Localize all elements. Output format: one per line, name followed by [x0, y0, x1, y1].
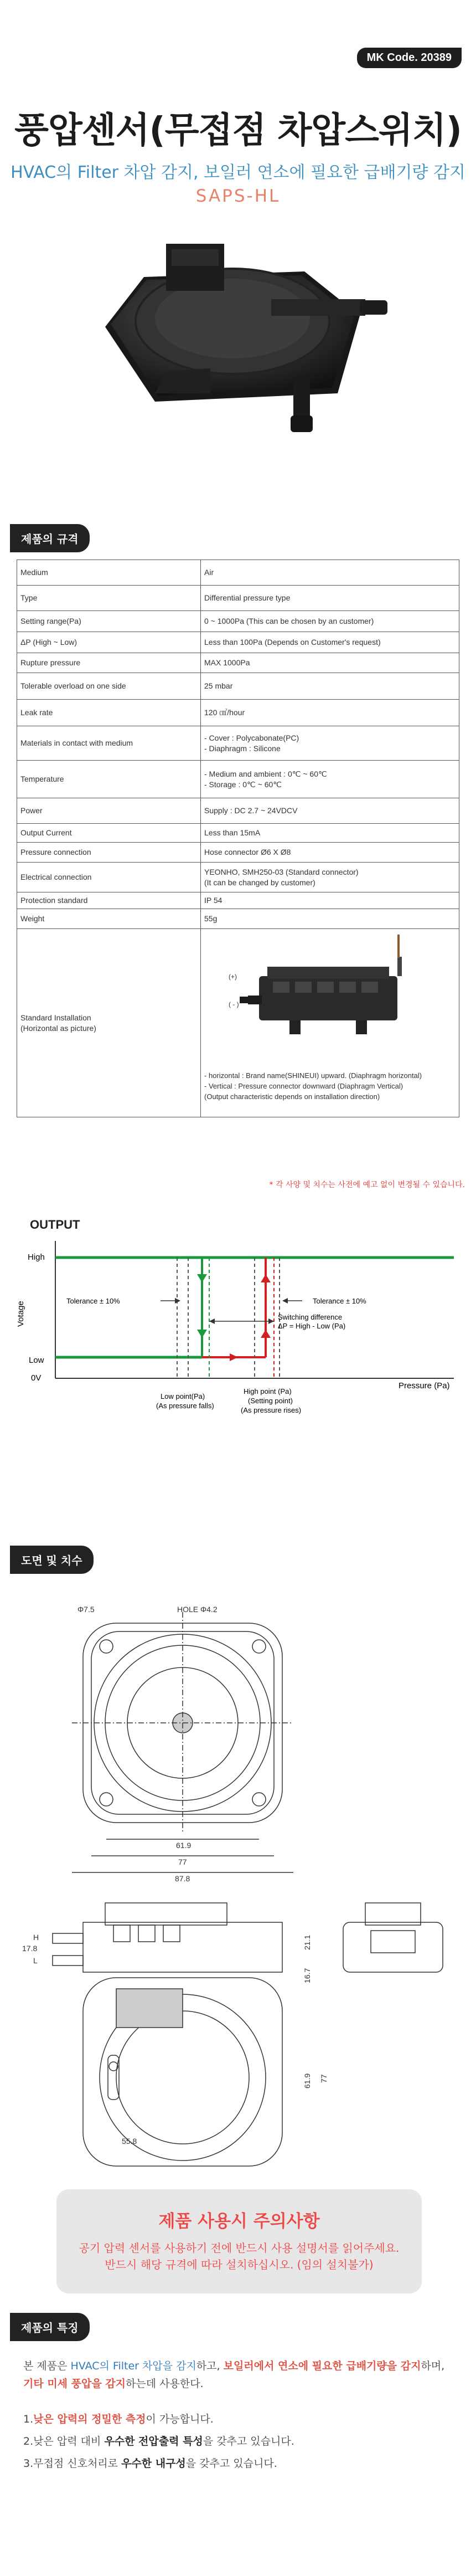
spec-label: Leak rate: [17, 700, 201, 726]
text: 을 갖추고 있습니다.: [185, 2457, 277, 2470]
spec-value: 120 ㎤/hour: [201, 700, 459, 726]
low-port-label: L: [33, 1956, 38, 1965]
dim-77: 77: [178, 1857, 187, 1866]
table-row: [17, 824, 459, 843]
switching-formula-label: ΔP = High - Low (Pa): [278, 1322, 346, 1330]
text: 이 가능합니다.: [146, 2413, 214, 2425]
spec-label: Temperature: [17, 761, 201, 798]
text: 을 갖추고 있습니다.: [203, 2435, 294, 2447]
caution-line-2: 반드시 해당 규격에 따라 설치하십시오. (임의 설치불가): [105, 2258, 374, 2271]
high-point-label: High point (Pa): [244, 1387, 292, 1395]
list-item: [23, 2452, 461, 2475]
spec-value: IP 54: [201, 892, 459, 909]
y-axis-label: Votage: [16, 1301, 25, 1327]
highlight-text: 낮은 압력의 정밀한 측정: [33, 2413, 146, 2425]
highlight-text: HVAC의 Filter 차압을 감지: [70, 2360, 196, 2372]
hole-dim: HOLE Φ4.2: [177, 1605, 218, 1614]
table-row: [17, 798, 459, 824]
spec-change-note: * 각 사양 및 치수는 사전에 예고 없이 변경될 수 있습니다.: [269, 1181, 465, 1189]
table-row: [17, 673, 459, 700]
spec-value: - Cover : Polycabonate(PC) - Diaphragm : Silicone: [201, 726, 459, 761]
spec-value: Less than 100Pa (Depends on Customer's request): [201, 632, 459, 653]
table-row: [17, 653, 459, 673]
spec-label: Type: [17, 586, 201, 611]
table-row: [17, 586, 459, 611]
spec-value: 25 mbar: [201, 673, 459, 700]
phi-dim: Φ7.5: [77, 1605, 95, 1614]
low-point-label: Low point(Pa): [161, 1392, 205, 1400]
features-list: [23, 2408, 461, 2475]
mk-code-badge: MK Code. 20389: [357, 48, 462, 68]
spec-value: Differential pressure type: [201, 586, 459, 611]
table-row: [17, 909, 459, 929]
tolerance-left-label: Tolerance ± 10%: [66, 1297, 120, 1305]
product-title: 풍압센서(무접점 차압스위치): [14, 110, 462, 151]
table-row: [17, 726, 459, 761]
spec-value: 0 ~ 1000Pa (This can be chosen by an customer): [201, 611, 459, 632]
spec-label: Rupture pressure: [17, 653, 201, 673]
text: 2.낮은 압력 대비: [23, 2435, 105, 2447]
table-row: [17, 843, 459, 863]
spec-label: Tolerable overload on one side: [17, 673, 201, 700]
spec-label: Weight: [17, 909, 201, 929]
table-row: [17, 700, 459, 726]
spec-label: Medium: [17, 560, 201, 586]
y-low-label: Low: [29, 1356, 44, 1365]
model-name: SAPS-HL: [195, 186, 281, 206]
product-subtitle: HVAC의 Filter 차압 감지, 보일러 연소에 필요한 급배기량 감지: [11, 163, 465, 182]
list-item: [23, 2430, 461, 2452]
text: 본 제품은: [23, 2360, 71, 2372]
spec-value: MAX 1000Pa: [201, 653, 459, 673]
dim-55-8: 55.8: [122, 2137, 137, 2146]
table-row: [17, 611, 459, 632]
spec-value: 55g: [201, 909, 459, 929]
highlight-text: 우수한 내구성: [121, 2457, 186, 2470]
spec-value: Supply : DC 2.7 ~ 24VDCV: [201, 798, 459, 824]
dim-return-61-9: 61.9: [303, 2073, 312, 2088]
spec-value: Less than 15mA: [201, 824, 459, 843]
high-port-label: H: [33, 1933, 39, 1942]
features-body: [23, 2357, 461, 2475]
minus-port-label: ( - ): [229, 1000, 239, 1008]
table-row: [17, 761, 459, 798]
spec-label: Pressure connection: [17, 843, 201, 863]
spec-label: Materials in contact with medium: [17, 726, 201, 761]
product-photo: [72, 211, 404, 443]
caution-box: [56, 2189, 422, 2293]
spec-label: Protection standard: [17, 892, 201, 909]
output-chart: [11, 1241, 465, 1457]
dim-16-7: 16.7: [303, 1968, 312, 1983]
caution-title: 제품 사용시 주의사항: [158, 2211, 320, 2231]
text: 하는데 사용한다.: [126, 2378, 204, 2390]
y-high-label: High: [28, 1253, 45, 1262]
x-axis-label: Pressure (Pa): [399, 1381, 450, 1390]
spec-value: Hose connector Ø6 X Ø8: [201, 843, 459, 863]
dim-17-8: 17.8: [22, 1944, 38, 1953]
spec-value: - Medium and ambient : 0℃ ~ 60℃ - Storage : 0℃ ~ 60℃: [201, 761, 459, 798]
spec-value: Air: [201, 560, 459, 586]
spec-label: Output Current: [17, 824, 201, 843]
text: 하며,: [421, 2360, 445, 2372]
spec-label: Standard Installation (Horizontal as picture): [17, 929, 201, 1117]
table-row: [17, 560, 459, 586]
highlight-text: 우수한 전압출력 특성: [104, 2435, 203, 2447]
highlight-text: 기타 미세 풍압을 감지: [23, 2378, 126, 2390]
text: 하고,: [196, 2360, 224, 2372]
features-paragraph: [23, 2357, 461, 2393]
high-point-setting: (Setting point): [248, 1397, 293, 1405]
low-point-note: (As pressure falls): [156, 1402, 214, 1410]
spec-value: YEONHO, SMH250-03 (Standard connector) (It can be changed by customer): [201, 863, 459, 892]
drawing-section-label: 도면 및 치수: [10, 1546, 94, 1574]
dim-61-9: 61.9: [176, 1841, 192, 1850]
table-row: [17, 892, 459, 909]
plus-port-label: (+): [229, 973, 237, 981]
installation-notes: - horizontal : Brand name(SHINEUI) upward. (Diaphragm horizontal) - Vertical : Pressure connector downward (Diaphragm Vertical) (Output characteristic depends on installation direction): [204, 1071, 422, 1101]
dim-return-77: 77: [319, 2074, 328, 2083]
dim-21-1: 21.1: [303, 1934, 312, 1950]
spec-label: Electrical connection: [17, 863, 201, 892]
dimension-drawing: [11, 1601, 465, 2172]
switching-difference-label: Switching difference: [278, 1313, 343, 1321]
list-item: [23, 2408, 461, 2430]
text: 1.: [23, 2413, 34, 2425]
y-zero-label: 0V: [31, 1373, 42, 1383]
spec-table: [17, 560, 459, 1117]
spec-label: ΔP (High ~ Low): [17, 632, 201, 653]
spec-label: Power: [17, 798, 201, 824]
table-row: [17, 632, 459, 653]
text: 3.무접점 신호처리로: [23, 2457, 122, 2470]
highlight-text: 보일러에서 연소에 필요한 급배기량을 감지: [223, 2360, 421, 2372]
installation-picture: [201, 929, 459, 1068]
caution-line-1: 공기 압력 센서를 사용하기 전에 반드시 사용 설명서를 읽어주세요.: [79, 2241, 400, 2255]
output-title: OUTPUT: [30, 1218, 80, 1231]
spec-label: Setting range(Pa): [17, 611, 201, 632]
tolerance-right-label: Tolerance ± 10%: [313, 1297, 366, 1305]
spec-section-label: 제품의 규격: [10, 524, 90, 552]
high-point-note: (As pressure rises): [241, 1406, 302, 1414]
table-row: [17, 929, 459, 1117]
table-row: [17, 863, 459, 892]
dim-87-8: 87.8: [175, 1874, 190, 1883]
features-section-label: 제품의 특징: [10, 2313, 90, 2341]
